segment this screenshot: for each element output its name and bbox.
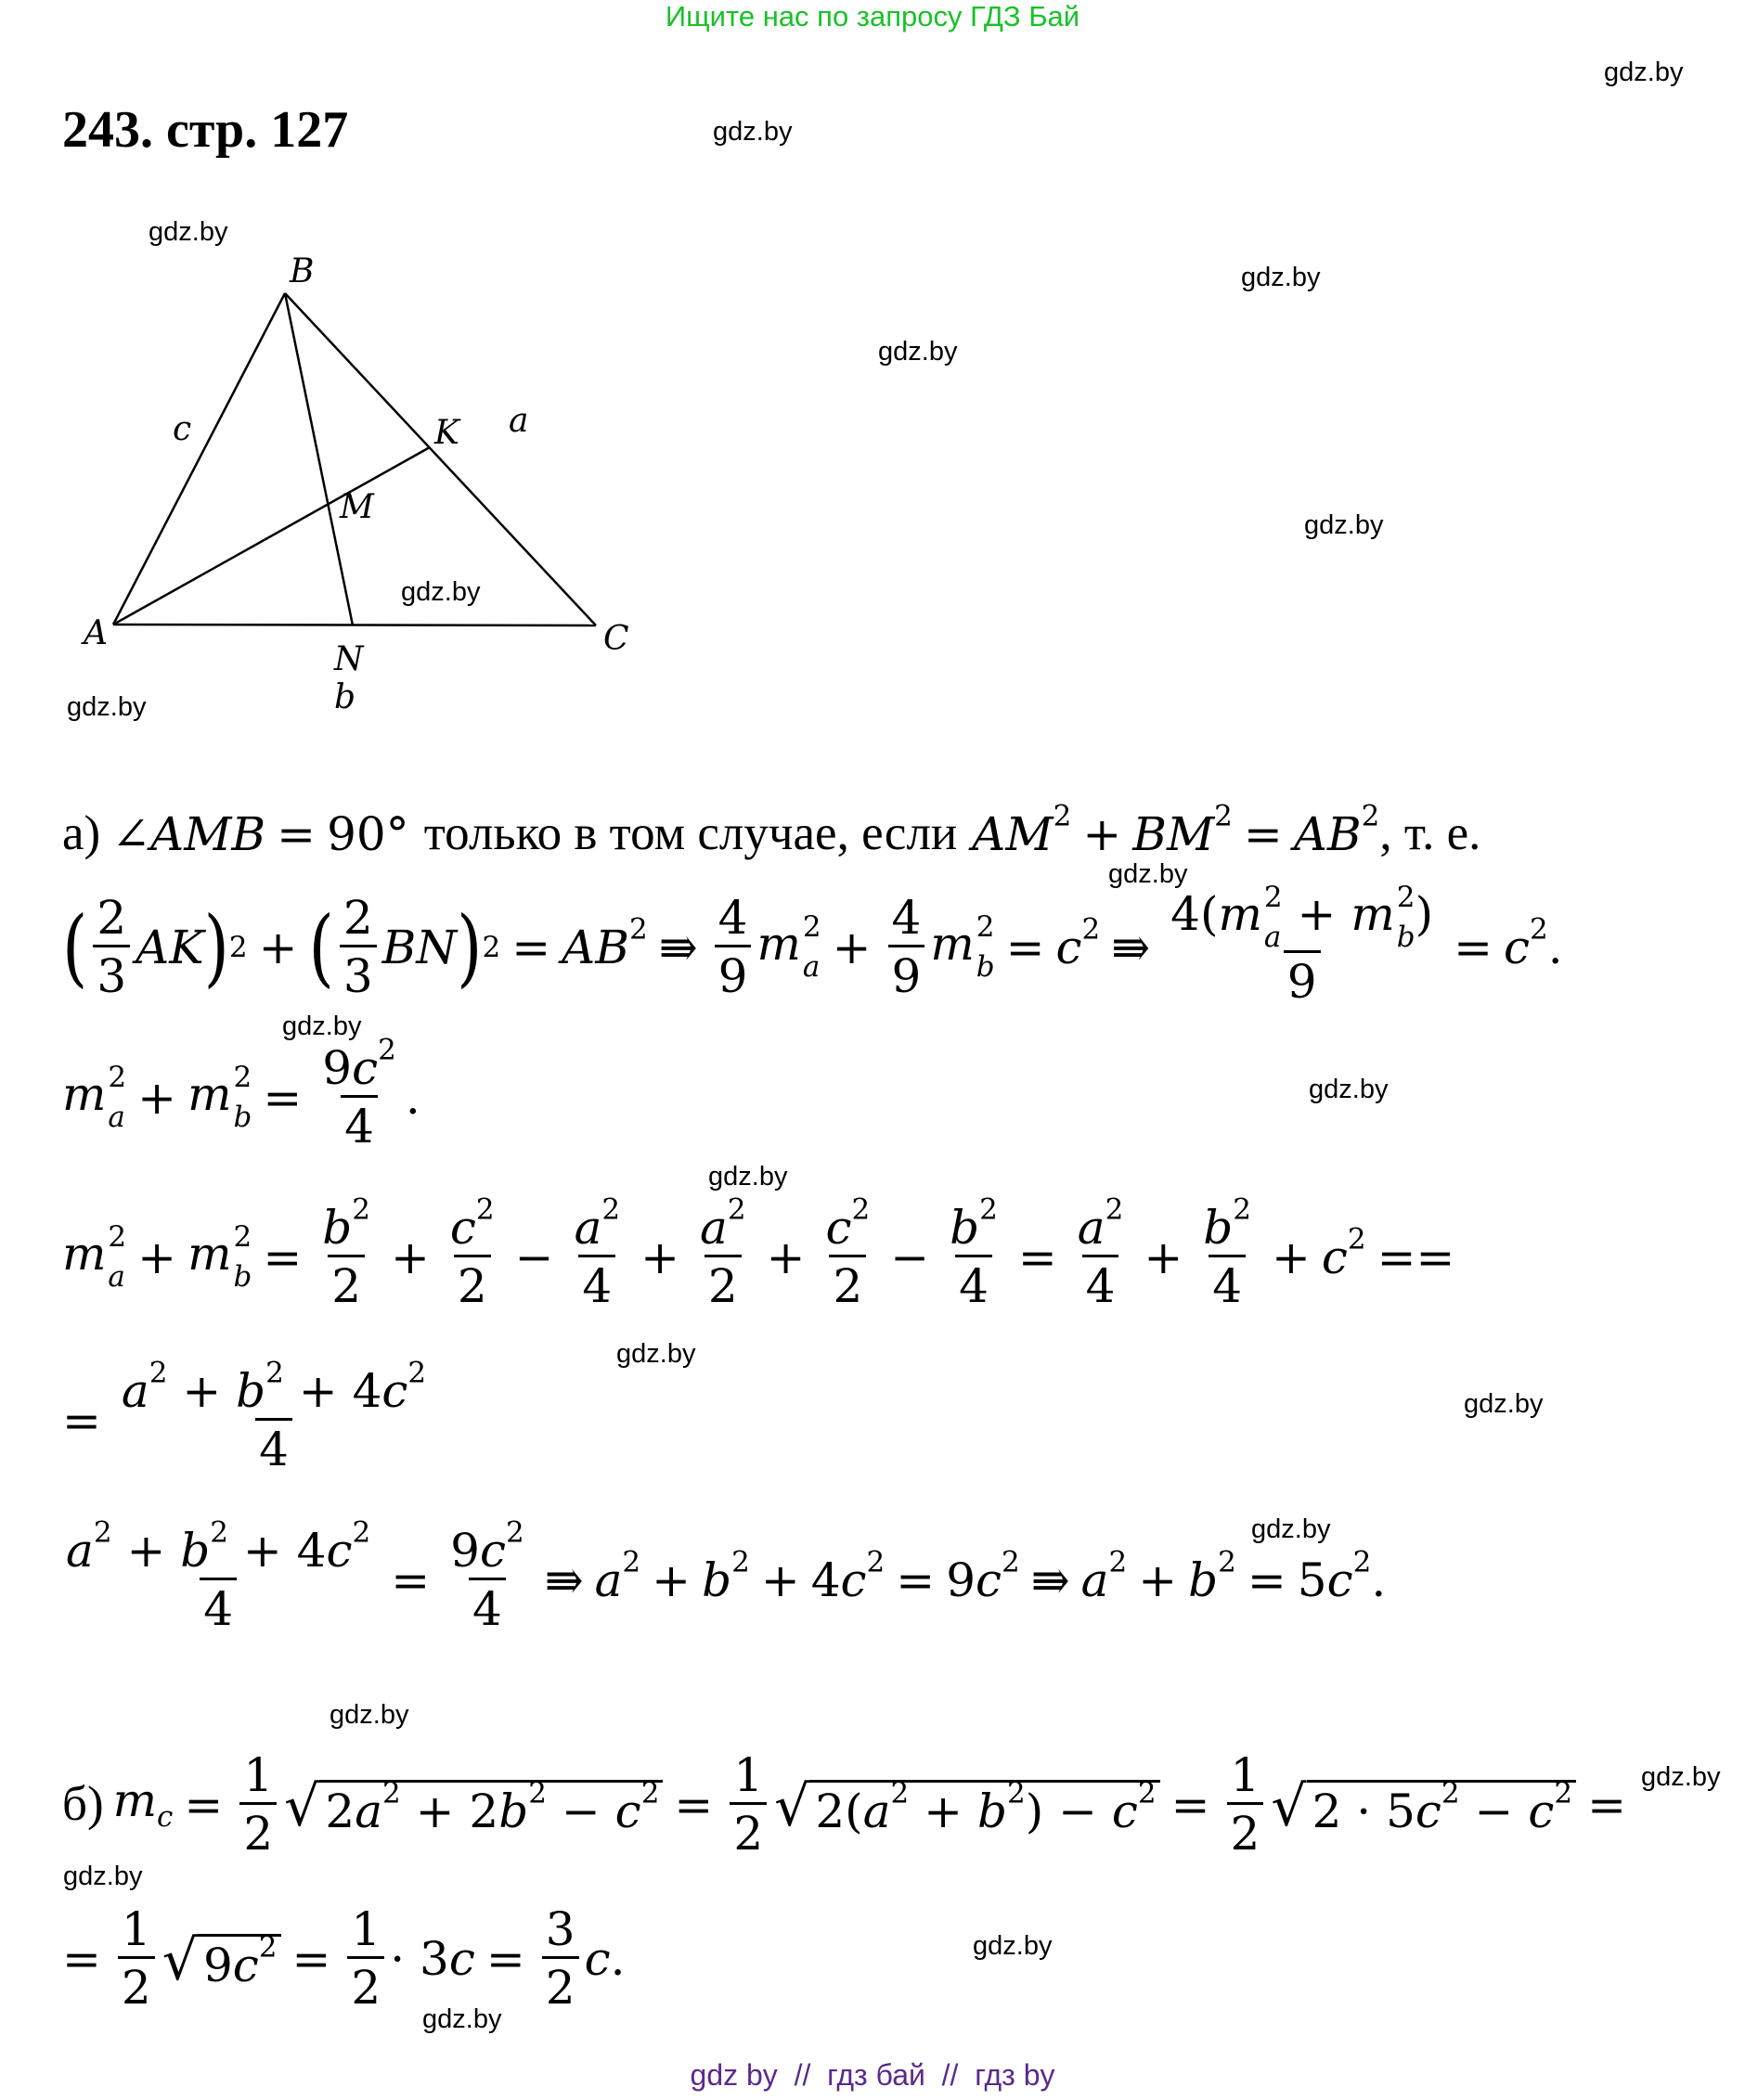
equation-median-sum: m 2 a + m 2 b = $\frac{9c^2}{4}$ . [62,1033,420,1153]
watermark: gdz.by [1464,1389,1544,1419]
footer-links: gdz by // гдз бай // гдз by [690,2058,1055,2092]
equation-combined: = $\frac{a^2 + b^2 + 4c^2}{4}$ [62,1356,427,1476]
triangle-figure [56,241,650,724]
median-ak [113,447,430,625]
watermark: gdz.by [713,117,793,147]
watermark: gdz.by [973,1931,1053,1961]
part-a-label: а) [62,806,101,860]
watermark: gdz.by [1241,263,1321,292]
watermark: gdz.by [63,1862,143,1891]
label-c: C [603,620,629,658]
watermark: gdz.by [149,217,228,247]
label-k: K [434,414,459,452]
side-ab [113,293,285,625]
watermark: gdz.by [708,1162,788,1192]
median-bn [285,293,353,625]
watermark: gdz.by [1251,1514,1331,1544]
watermark: gdz.by [878,337,958,367]
equation-result-a: $\frac{a^2 + b^2 + 4c^2}{4}$ = $\frac{9c^2}{4}$ ⇛ $a^2$ + $b^2$ + $4c^2$ = $9c^2$ ⇛ $a^2$ + $b^2$ = $5c^2$. [66,1515,1387,1636]
watermark: gdz.by [282,1011,362,1041]
label-c-side: c [173,410,192,448]
problem-title: 243. стр. 127 [62,101,349,159]
part-a-text: только в том случае, если [423,806,958,860]
watermark: gdz.by [616,1339,696,1369]
watermark: gdz.by [1604,58,1684,87]
watermark: gdz.by [1304,510,1384,540]
top-banner: Ищите нас по запросу ГДЗ Бай [665,0,1080,32]
watermark: gdz.by [1309,1075,1389,1104]
equation-expansion: m 2 a + m 2 b = $\frac{b^2}{2}$ + $\frac{c^2}{2}$ − $\frac{a^2}{4}$ + $\frac{a^2}{2}$ + $\frac{c^2}{2}$ − $\frac{b^2}{4}$ = $\frac{a^2}{4}$ + $\frac{b^2}{4}$ + $c^2$ == [62,1192,1455,1313]
label-n: N [334,640,364,678]
label-m: M [340,488,374,526]
part-a-line-1: а) ∠AMB = 90° только в том случае, если $AM^2$ + $BM^2$ = $AB^2$ , т. е. [62,799,1481,861]
watermark: gdz.by [330,1700,409,1730]
watermark: gdz.by [422,2004,502,2034]
watermark: gdz.by [1108,859,1188,889]
label-b: B [290,252,315,290]
part-b-label: б) [62,1777,104,1831]
watermark: gdz.by [401,577,481,607]
watermark: gdz.by [1641,1762,1721,1792]
part-b-line-1: б) $m_c$ = $\frac{1}{2}$ √ $2a^2 + 2b^2 - c^2$ = $\frac{1}{2}$ √ $2(a^2 + b^2) - c^2$ = $\frac{1}{2}$ √ $2 \cdot 5c^2 - c^2$ = [62,1748,1626,1861]
side-bc [285,293,596,625]
watermark: gdz.by [67,692,147,722]
label-a: A [84,614,108,652]
part-a-te: , т. е. [1379,806,1481,860]
part-b-line-2: = $\frac{1}{2}$ √ $9c^2$ = $\frac{1}{2}$ · 3c = $\frac{3}{2}$ c. [62,1902,626,2015]
label-b-side: b [334,678,356,716]
part-a-line-2: ( $\frac{2}{3}$ AK ) 2 + ( $\frac{2}{3}$ BN ) 2 = $AB^2$ ⇛ $\frac{4}{9}$ m 2 a + $\frac{4}{9}$ m 2 b = $c^2$ ⇛ 4(m 2 a + m 2 b ) 9 = $c^2$. [62,881,1563,1009]
label-a-side: a [509,402,529,440]
